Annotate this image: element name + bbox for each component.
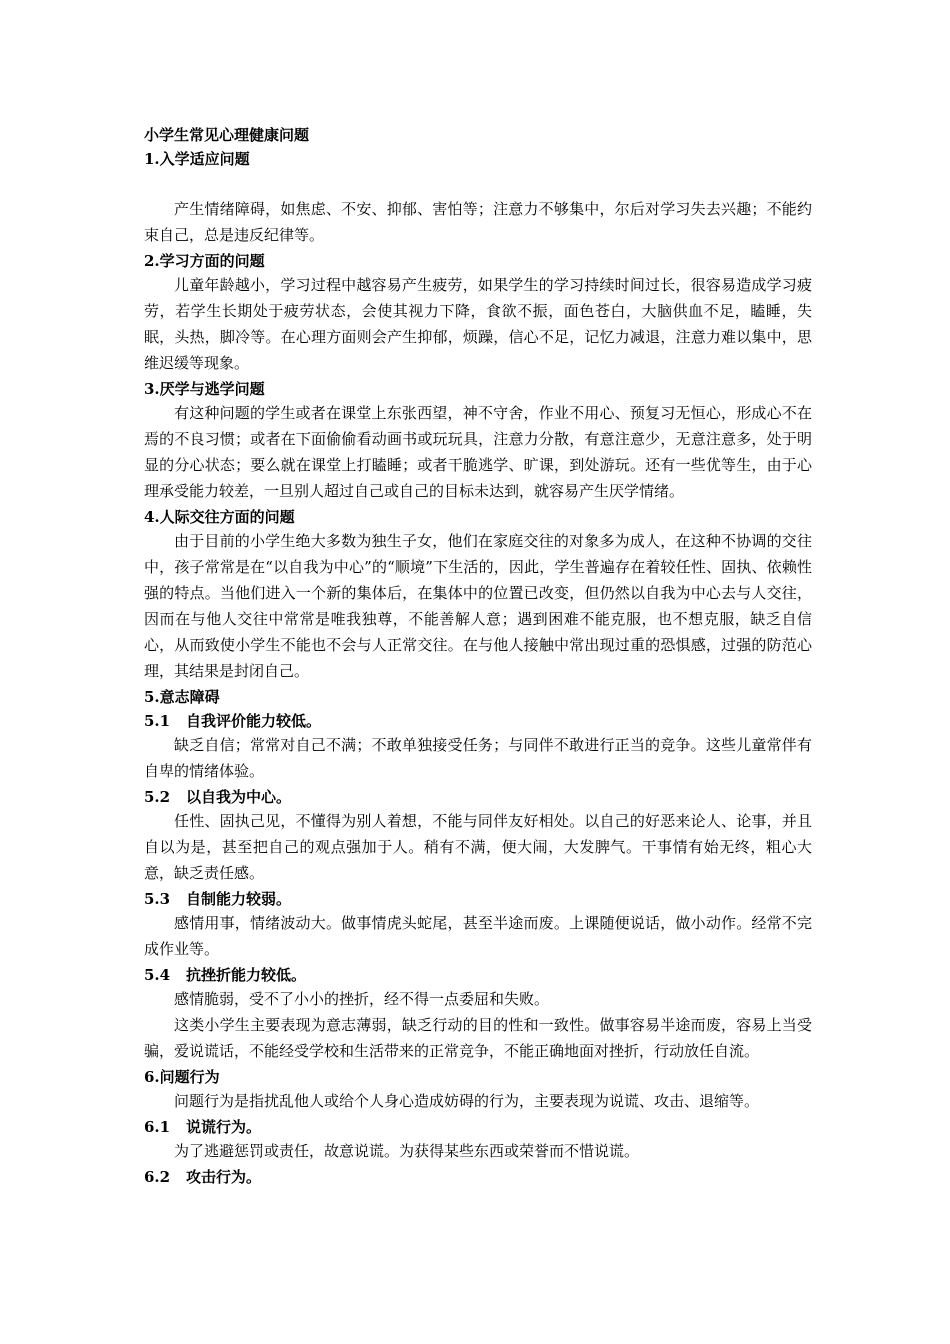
subsection-label: 自制能力较弱。 xyxy=(186,890,292,908)
subsection-number: 5.4 xyxy=(144,966,171,984)
document-title: 小学生常见心理健康问题 xyxy=(144,126,310,144)
subsection-number: 5.2 xyxy=(144,788,171,806)
subsection-label: 抗挫折能力较低。 xyxy=(186,966,307,984)
subsection-5-3-heading xyxy=(144,888,812,910)
section-6-paragraph: 问题行为是指扰乱他人或给个人身心造成妨碍的行为，主要表现为说谎、攻击、退缩等。 xyxy=(174,1092,760,1110)
section-3-heading: 3.厌学与逃学问题 xyxy=(144,380,265,398)
subsection-number: 6.1 xyxy=(144,1118,171,1136)
subsection-5-3-paragraph: 感情用事，情绪波动大。做事情虎头蛇尾，甚至半途而废。上课随便说话，做小动作。经常不完成作业等。 xyxy=(144,914,812,958)
section-4-heading: 4.人际交往方面的问题 xyxy=(144,508,295,526)
subsection-5-1-paragraph: 缺乏自信；常常对自己不满；不敢单独接受任务；与同伴不敢进行正当的竞争。这些儿童常伴有自卑的情绪体验。 xyxy=(144,736,812,780)
subsection-number: 5.1 xyxy=(144,712,171,730)
subsection-label: 自我评价能力较低。 xyxy=(186,712,322,730)
document-body xyxy=(144,124,812,1188)
subsection-5-2-paragraph: 任性、固执己见，不懂得为别人着想，不能与同伴友好相处。以自己的好恶来论人、论事，并且自以为是，甚至把自己的观点强加于人。稍有不满，便大闹，大发脾气。干事情有始无终，粗心大意，缺乏责任感。 xyxy=(144,812,812,882)
subsection-label: 以自我为中心。 xyxy=(186,788,292,806)
subsection-5-4-heading xyxy=(144,964,812,986)
subsection-5-1-heading xyxy=(144,710,812,732)
section-4-paragraph: 由于目前的小学生绝大多数为独生子女，他们在家庭交往的对象多为成人，在这种不协调的交往中，孩子常常是在“以自我为中心”的“顺境”下生活的，因此，学生普遍存在着较任性、固执、依赖性强的特点。当他们进入一个新的集体后，在集体中的位置已改变，但仍然以自我为中心去与人交往，因而在与他人交往中常常是唯我独尊，不能善解人意；遇到困难不能克服，也不想克服，缺乏自信心，从而致使小学生不能也不会与人正常交往。在与他人接触中常出现过重的恐惧感，过强的防范心理，其结果是封闭自己。 xyxy=(144,532,812,680)
subsection-label: 说谎行为。 xyxy=(186,1118,262,1136)
subsection-number: 5.3 xyxy=(144,890,171,908)
subsection-5-2-heading xyxy=(144,786,812,808)
section-6-heading: 6.问题行为 xyxy=(144,1068,220,1086)
section-2-paragraph: 儿童年龄越小，学习过程中越容易产生疲劳，如果学生的学习持续时间过长，很容易造成学习疲劳，若学生长期处于疲劳状态，会使其视力下降，食欲不振，面色苍白，大脑供血不足，瞌睡，失眠，头热，脚冷等。在心理方面则会产生抑郁，烦躁，信心不足，记忆力减退，注意力难以集中，思维迟缓等现象。 xyxy=(144,276,812,372)
section-2-heading: 2.学习方面的问题 xyxy=(144,252,265,270)
subsection-label: 攻击行为。 xyxy=(186,1168,262,1186)
section-1-paragraph: 产生情绪障碍，如焦虑、不安、抑郁、害怕等；注意力不够集中，尔后对学习失去兴趣；不能约束自己，总是违反纪律等。 xyxy=(144,200,812,244)
subsection-6-2-heading xyxy=(144,1166,812,1188)
section-3-paragraph: 有这种问题的学生或者在课堂上东张西望，神不守舍，作业不用心、预复习无恒心，形成心不在焉的不良习惯；或者在下面偷偷看动画书或玩玩具，注意力分散，有意注意少，无意注意多，处于明显的分心状态；要么就在课堂上打瞌睡；或者干脆逃学、旷课，到处游玩。还有一些优等生，由于心理承受能力较差，一旦别人超过自己或自己的目标未达到，就容易产生厌学情绪。 xyxy=(144,404,812,500)
section-5-heading: 5.意志障碍 xyxy=(144,688,220,706)
subsection-6-1-heading xyxy=(144,1116,812,1138)
subsection-number: 6.2 xyxy=(144,1168,171,1186)
subsection-6-1-paragraph: 为了逃避惩罚或责任，故意说谎。为获得某些东西或荣誉而不惜说谎。 xyxy=(174,1142,640,1160)
section-1-heading: 1.入学适应问题 xyxy=(144,150,250,168)
subsection-5-4-paragraph-2: 这类小学生主要表现为意志薄弱，缺乏行动的目的性和一致性。做事容易半途而废，容易上当受骗，爱说谎话，不能经受学校和生活带来的正常竞争，不能正确地面对挫折，行动放任自流。 xyxy=(144,1016,812,1060)
subsection-5-4-paragraph-1: 感情脆弱，受不了小小的挫折，经不得一点委屈和失败。 xyxy=(174,990,550,1008)
